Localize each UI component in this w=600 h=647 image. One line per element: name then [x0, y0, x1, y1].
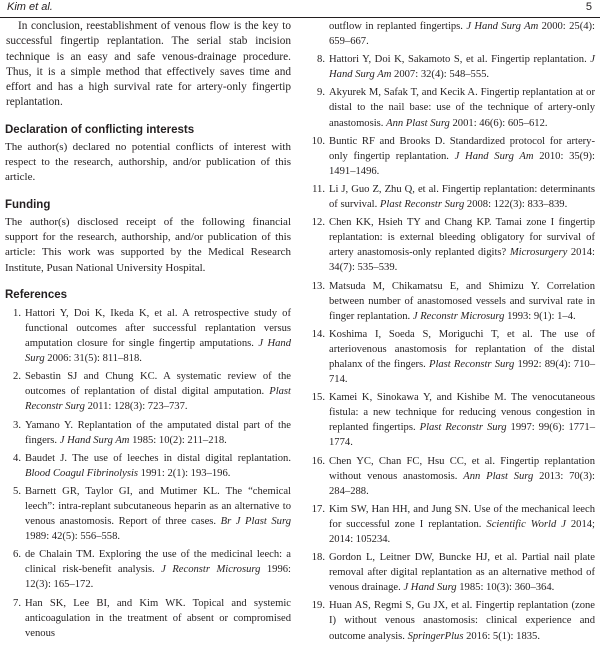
reference-journal: Plast Reconstr Surg [428, 358, 515, 370]
reference-text: Yamano Y. Replantation of the amputated distal part of the fingers. [25, 419, 291, 446]
reference-cite: 2000: 25(4): 659–667. [329, 21, 595, 48]
reference-journal: Plast Reconstr Surg [379, 199, 465, 211]
reference-journal: Plast Reconstr Surg [25, 386, 291, 413]
reference-journal: J Hand Surg [25, 338, 291, 365]
reference-item [5, 418, 291, 448]
reference-text: Chen YC, Chan FC, Hsu CC, et al. Fingertip replantation without venous anastomosis. [329, 455, 595, 482]
reference-journal: J Hand Surg Am [454, 150, 534, 162]
reference-text: Hattori Y, Doi K, Ikeda K, et al. A retrospective study of functional outcomes after successful replantation versus amputation closure for single fingertip amputations. [25, 307, 291, 350]
reference-journal: J Hand Surg Am [466, 21, 539, 32]
reference-cite: 1989: 42(5): 556–558. [25, 531, 121, 543]
reference-list-right [309, 52, 595, 643]
reference-item [309, 52, 595, 82]
page-number: 5 [585, 1, 592, 13]
reference-item [309, 550, 595, 595]
reference-cite: 1985: 10(2): 211–218. [129, 434, 227, 446]
reference-journal: Microsurgery [509, 247, 568, 259]
reference-number: 6. [13, 549, 21, 561]
reference-number: 2. [13, 371, 21, 383]
reference-item [309, 182, 595, 212]
reference-cite: 2010: 35(9): 1491–1496. [329, 150, 595, 177]
reference-cite: 2016: 5(1): 1835. [463, 630, 540, 642]
reference-list-left [5, 306, 291, 641]
reference-text: Baudet J. The use of leeches in distal digital replantation. [25, 452, 291, 464]
reference-cite: 2014: 34(7): 535–539. [329, 247, 596, 274]
reference-item [309, 598, 595, 643]
funding-paragraph: The author(s) disclosed receipt of the following financial support for the research, authorship, and/or publication of this article: This work was supported by the Medical Research Institute, Pusan National University Hospital. [5, 215, 291, 274]
reference-journal: J Reconstr Microsurg [412, 310, 505, 322]
reference-number: 8. [317, 54, 325, 66]
reference-journal: Ann Plast Surg [386, 117, 450, 129]
conclusion-paragraph: In conclusion, reestablishment of venous flow is the key to successful fingertip replantation. The serial stab incision technique is an easy and safe venous-drainage procedure. Thus, it is a simple method that effectively saves time and effort and has a high survival rate for artery-only fingertip replantation. [6, 20, 291, 109]
reference-text: Sebastin SJ and Chung KC. A systematic review of the outcomes of replantation of distal digital amputation. [25, 371, 291, 398]
reference-item [309, 215, 595, 275]
reference-cite: 2014; 2014: 105234. [329, 518, 595, 545]
reference-cite: 1993: 9(1): 1–4. [504, 310, 576, 322]
reference-journal: Scientific World J [486, 518, 566, 530]
reference-text: Han SK, Lee BI, and Kim WK. Topical and systemic anticoagulation in the treatment of absent or compromised venous [25, 597, 291, 639]
reference-text: Li J, Guo Z, Zhu Q, et al. Fingertip replantation: determinants of survival. [329, 183, 595, 211]
reference-text: Chen KK, Hsieh TY and Chang KP. Tamai zone I fingertip replantation: is external bleeding obligatory for survival of artery anastomosis-only replanted digits? [329, 217, 595, 259]
reference-journal: J Hand Surg Am [59, 434, 130, 446]
reference-number: 5. [13, 485, 21, 497]
reference-number: 19. [311, 600, 325, 612]
reference-number: 18. [311, 552, 325, 564]
reference-text: Kamei K, Sinokawa Y, and Kishibe M. The venocutaneous fistula: a new technique for reducing venous congestion in replanted fingertips. [329, 392, 595, 434]
reference-cite: 1985: 10(3): 360–364. [456, 582, 555, 594]
reference-cite: 1996: 12(3): 165–172. [25, 564, 291, 591]
reference-number: 17. [311, 503, 325, 515]
reference-cite: 2001: 46(6): 605–612. [449, 117, 548, 129]
reference-text: Matsuda M, Chikamatsu E, and Shimizu Y. Correlation between number of anastomosed vessels and survival rate in finger replantation. [329, 280, 595, 322]
reference-cite: 2008: 122(3): 833–839. [464, 199, 568, 211]
reference-number: 15. [311, 392, 325, 404]
right-column [309, 19, 595, 647]
reference-text: Hattori Y, Doi K, Sakamoto S, et al. Fingertip replantation. [329, 54, 591, 66]
reference-number: 3. [13, 419, 21, 431]
reference-journal: Blood Coagul Fibrinolysis [25, 467, 139, 479]
reference-cite: 2006: 31(5): 811–818. [44, 353, 142, 365]
reference-text: de Chalain TM. Exploring the use of the medicinal leech: a clinical risk-benefit analysis. [25, 549, 291, 576]
reference-item [5, 451, 291, 481]
reference-number: 7. [13, 597, 21, 609]
reference-number: 14. [311, 328, 325, 340]
reference-number: 16. [311, 455, 325, 467]
reference-number: 13. [311, 280, 325, 292]
reference-cite: 1997: 99(6): 1771–1774. [329, 422, 595, 449]
reference-journal: Br J Plast Surg [220, 516, 292, 528]
reference-journal: SpringerPlus [407, 630, 464, 642]
reference-journal: J Hand Surg Am [329, 54, 595, 81]
reference-text: Buntic RF and Brooks D. Standardized protocol for artery-only fingertip replantation. [329, 135, 595, 162]
reference-text: Kim SW, Han HH, and Jung SN. Use of the mechanical leech for successful zone I replantation. [329, 503, 595, 530]
running-header-author: Kim et al. [7, 1, 53, 13]
reference-item [309, 279, 595, 324]
reference-journal: Ann Plast Surg [463, 470, 534, 482]
reference-number: 11. [312, 183, 325, 195]
running-header [0, 0, 600, 18]
reference-item [5, 306, 291, 366]
funding-heading: Funding [5, 198, 51, 211]
reference-item [309, 390, 595, 450]
reference-item [5, 547, 291, 592]
reference-continuation [309, 19, 595, 49]
reference-journal: Plast Reconstr Surg [419, 422, 507, 434]
reference-text: Gordon L, Leitner DW, Buncke HJ, et al. Partial nail plate removal after digital replantation as an alternative method of venous drainage. [329, 552, 595, 594]
reference-journal: J Reconstr Microsurg [161, 564, 261, 576]
reference-item [5, 596, 291, 641]
conflicts-heading: Declaration of conflicting interests [5, 123, 195, 136]
reference-text: Akyurek M, Safak T, and Kecik A. Fingertip replantation at or distal to the nail base: use of the technique of artery-only anastomosis. [329, 87, 595, 129]
reference-item [309, 502, 595, 547]
reference-number: 1. [13, 307, 21, 319]
reference-number: 12. [311, 217, 325, 229]
reference-cite: 2007: 32(4): 548–555. [391, 69, 490, 81]
references-heading: References [5, 288, 68, 301]
reference-item [309, 134, 595, 179]
reference-text: Koshima I, Soeda S, Moriguchi T, et al. The use of arteriovenous anastomosis for replantation of the distal phalanx of the fingers. [329, 328, 595, 370]
reference-number: 10. [311, 135, 325, 147]
reference-cite: 1992: 89(4): 710–714. [329, 358, 595, 386]
reference-text: outflow in replanted fingertips. [329, 21, 467, 32]
left-column [5, 19, 291, 644]
reference-cite: 1991: 2(1): 193–196. [138, 467, 231, 479]
reference-cite: 2011: 128(3): 723–737. [84, 401, 188, 413]
reference-journal: J Hand Surg [403, 582, 457, 594]
reference-cite: 2013: 70(3): 284–288. [329, 470, 595, 497]
conflicts-paragraph: The author(s) declared no potential conflicts of interest with respect to the research, authorship, and/or publication of this article. [5, 140, 291, 184]
reference-item [309, 85, 595, 130]
reference-item [309, 454, 595, 499]
reference-item [309, 327, 595, 387]
reference-number: 9. [317, 87, 325, 99]
reference-item [5, 369, 291, 414]
reference-number: 4. [13, 452, 21, 464]
reference-text: Huan AS, Regmi S, Gu JX, et al. Fingertip replantation (zone I) without venous anastomosis: clinical experience and outcome analysis. [329, 600, 595, 642]
reference-text: Barnett GR, Taylor GI, and Mutimer KL. The “chemical leech”: intra-replant subcutaneous heparin as an alternative to venous anastomosis. Report of three cases. [25, 485, 291, 528]
reference-item [5, 484, 291, 544]
